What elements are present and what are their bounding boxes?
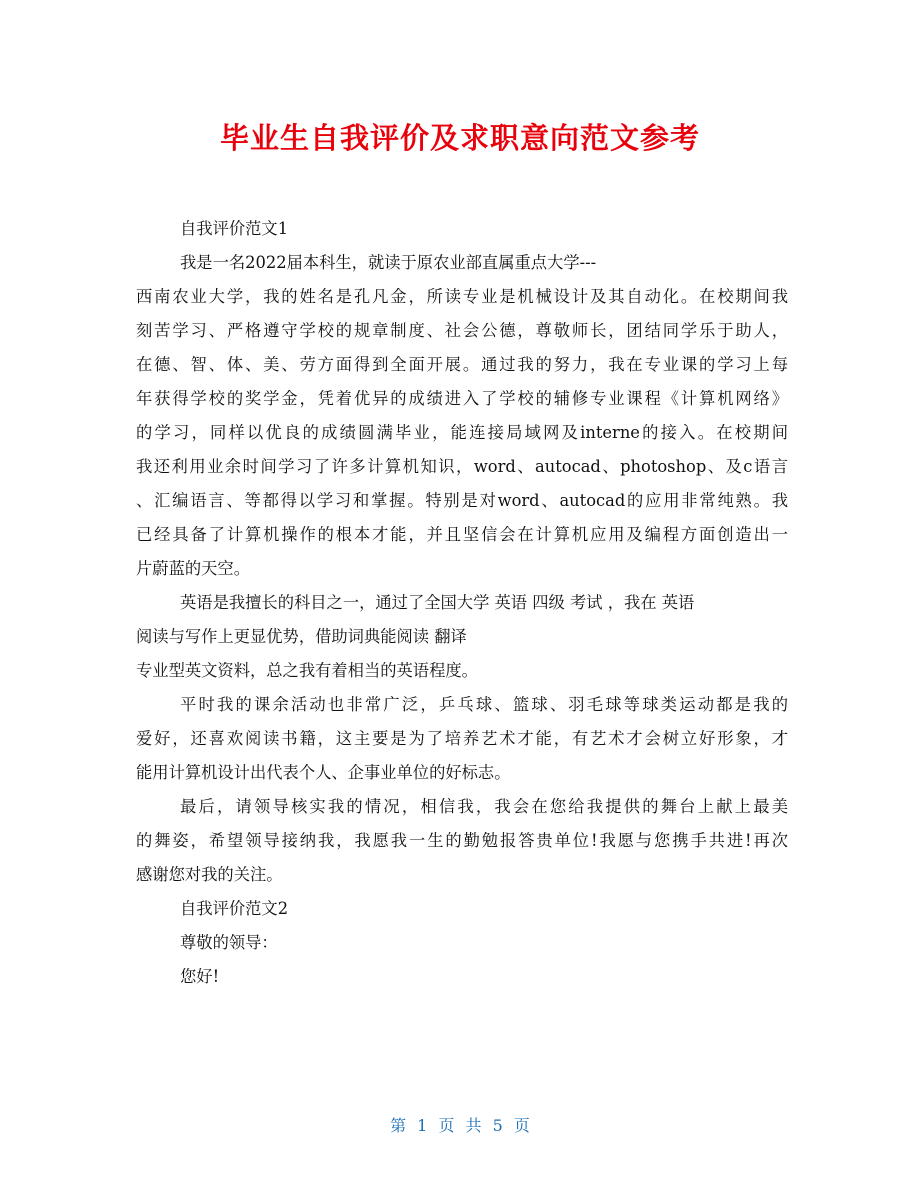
paragraph-line: 的舞姿，希望领导接纳我，我愿我一生的勤勉报答贵单位!我愿与您携手共进!再次 <box>136 831 788 850</box>
section-heading-1: 自我评价范文1 <box>180 219 289 238</box>
paragraph-line: 的学习，同样以优良的成绩圆满毕业，能连接局域网及interne的接入。在校期间 <box>136 423 788 442</box>
document-body <box>136 212 788 994</box>
greeting-line: 您好! <box>180 967 220 986</box>
paragraph-line: 能用计算机设计出代表个人、企事业单位的好标志。 <box>136 763 511 782</box>
paragraph-line: 西南农业大学，我的姓名是孔凡金，所读专业是机械设计及其自动化。在校期间我 <box>136 287 788 306</box>
paragraph-line: 、汇编语言、等都得以学习和掌握。特别是对word、autocad的应用非常纯熟。我 <box>136 491 788 510</box>
paragraph-line: 年获得学校的奖学金，凭着优异的成绩进入了学校的辅修专业课程《计算机网络》 <box>136 389 788 408</box>
paragraph-line: 已经具备了计算机操作的根本才能，并且坚信会在计算机应用及编程方面创造出一 <box>136 525 788 544</box>
paragraph-line: 平时我的课余活动也非常广泛，乒乓球、篮球、羽毛球等球类运动都是我的 <box>180 695 788 714</box>
paragraph-line: 我是一名2022届本科生，就读于原农业部直属重点大学--- <box>180 253 597 272</box>
document-title: 毕业生自我评价及求职意向范文参考 <box>219 121 700 155</box>
paragraph-line: 爱好，还喜欢阅读书籍，这主要是为了培养艺术才能，有艺术才会树立好形象，才 <box>136 729 788 748</box>
paragraph-line: 片蔚蓝的天空。 <box>136 559 250 578</box>
paragraph-line: 在德、智、体、美、劳方面得到全面开展。通过我的努力，我在专业课的学习上每 <box>136 355 788 374</box>
page-footer: 第 1 页 共 5 页 <box>390 1116 530 1135</box>
salutation-line: 尊敬的领导： <box>180 933 278 952</box>
paragraph-line: 我还利用业余时间学习了许多计算机知识，word、autocad、photoshop、及c语言 <box>136 457 788 476</box>
section-heading-2: 自我评价范文2 <box>180 899 289 918</box>
paragraph-line: 最后，请领导核实我的情况，相信我，我会在您给我提供的舞台上献上最美 <box>180 797 788 816</box>
paragraph-line: 专业型英文资料，总之我有着相当的英语程度。 <box>136 661 478 680</box>
paragraph-line: 英语是我擅长的科目之一，通过了全国大学 英语 四级 考试 ，我在 英语 <box>180 593 695 612</box>
paragraph-line: 感谢您对我的关注。 <box>136 865 283 884</box>
paragraph-line: 刻苦学习、严格遵守学校的规章制度、社会公德，尊敬师长，团结同学乐于助人， <box>136 321 788 340</box>
paragraph-line: 阅读与写作上更显优势，借助词典能阅读 翻译 <box>136 627 467 646</box>
